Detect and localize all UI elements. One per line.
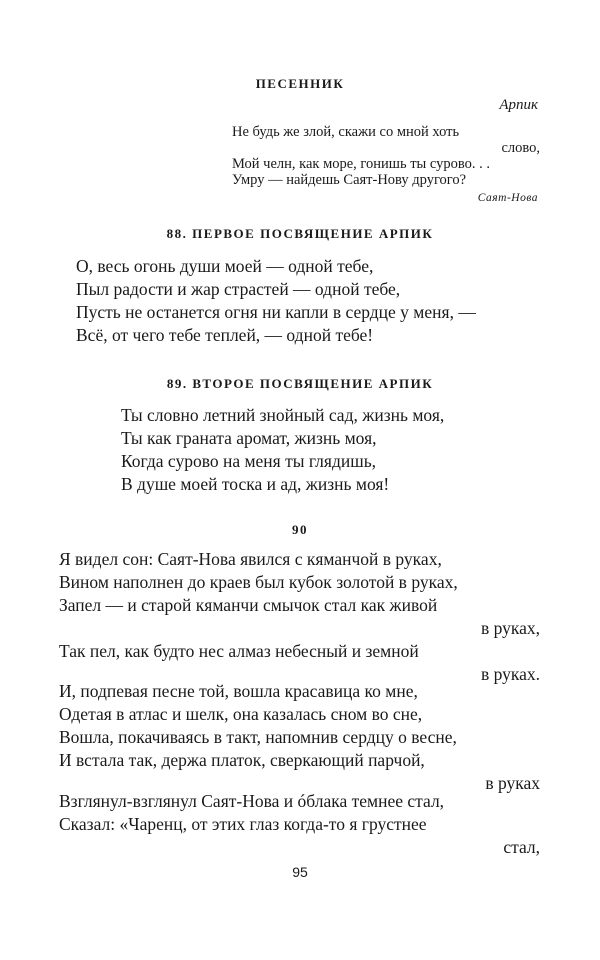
verse-line-overflow: стал, <box>503 837 540 857</box>
poem-90-stanza-3 <box>59 790 540 859</box>
epigraph-heading: Арпик <box>499 97 538 113</box>
epigraph-signature: Саят-Нова <box>477 192 538 204</box>
verse-line: Пыл радости и жар страстей — одной тебе, <box>76 279 401 299</box>
verse-line: Ты словно летний знойный сад, жизнь моя, <box>121 405 445 425</box>
verse-line: И встала так, держа платок, сверкающий парчой, <box>59 750 425 770</box>
verse-line: Запел — и старой кяманчи смычок стал как живой <box>59 595 438 615</box>
verse-line: Я видел сон: Саят-Нова явился с кяманчой в руках, <box>59 549 442 569</box>
verse-line: Вошла, покачиваясь в такт, напомнив сердцу о весне, <box>59 727 457 747</box>
epigraph-line: Не будь же злой, скажи со мной хоть <box>232 124 460 140</box>
verse-line: В душе моей тоска и ад, жизнь моя! <box>121 474 390 494</box>
verse-line: Когда сурово на меня ты глядишь, <box>121 451 377 471</box>
poem-90-stanza-1 <box>59 548 540 686</box>
verse-line: Одетая в атлас и шелк, она казалась сном во сне, <box>59 704 423 724</box>
verse-line: Пусть не останется огня ни капли в сердце у меня, — <box>76 302 476 322</box>
poem-89-body <box>121 404 444 496</box>
epigraph-line: слово, <box>501 140 540 156</box>
verse-line: Сказал: «Чаренц, от этих глаз когда-то я грустнее <box>59 814 427 834</box>
poem-89-title: 89. ВТОРОЕ ПОСВЯЩЕНИЕ АРПИК <box>166 376 434 391</box>
epigraph-line: Умру — найдешь Саят-Нову другого? <box>232 172 467 188</box>
epigraph-line: Мой челн, как море, гонишь ты сурово. . . <box>232 156 491 172</box>
verse-line: Всё, от чего тебе теплей, — одной тебе! <box>76 325 374 345</box>
verse-line: Взглянул-взглянул Саят-Нова и óблака темнее стал, <box>59 791 445 811</box>
verse-line: Ты как граната аромат, жизнь моя, <box>121 428 377 448</box>
verse-line: И, подпевая песне той, вошла красавица ко мне, <box>59 681 418 701</box>
running-head: ПЕСЕННИК <box>255 76 345 91</box>
epigraph <box>232 124 540 188</box>
poem-90-stanza-2 <box>59 680 540 795</box>
poem-90-title: 90 <box>292 522 308 537</box>
poem-88-body <box>76 255 476 347</box>
verse-line-overflow: в руках. <box>480 664 540 684</box>
page-number: 95 <box>292 864 308 880</box>
verse-line-overflow: в руках, <box>480 618 540 638</box>
verse-line-overflow: в руках <box>485 773 540 793</box>
verse-line: О, весь огонь души моей — одной тебе, <box>76 256 374 276</box>
poem-88-title: 88. ПЕРВОЕ ПОСВЯЩЕНИЕ АРПИК <box>166 226 434 241</box>
verse-line: Так пел, как будто нес алмаз небесный и земной <box>59 641 419 661</box>
verse-line: Вином наполнен до краев был кубок золотой в руках, <box>59 572 458 592</box>
